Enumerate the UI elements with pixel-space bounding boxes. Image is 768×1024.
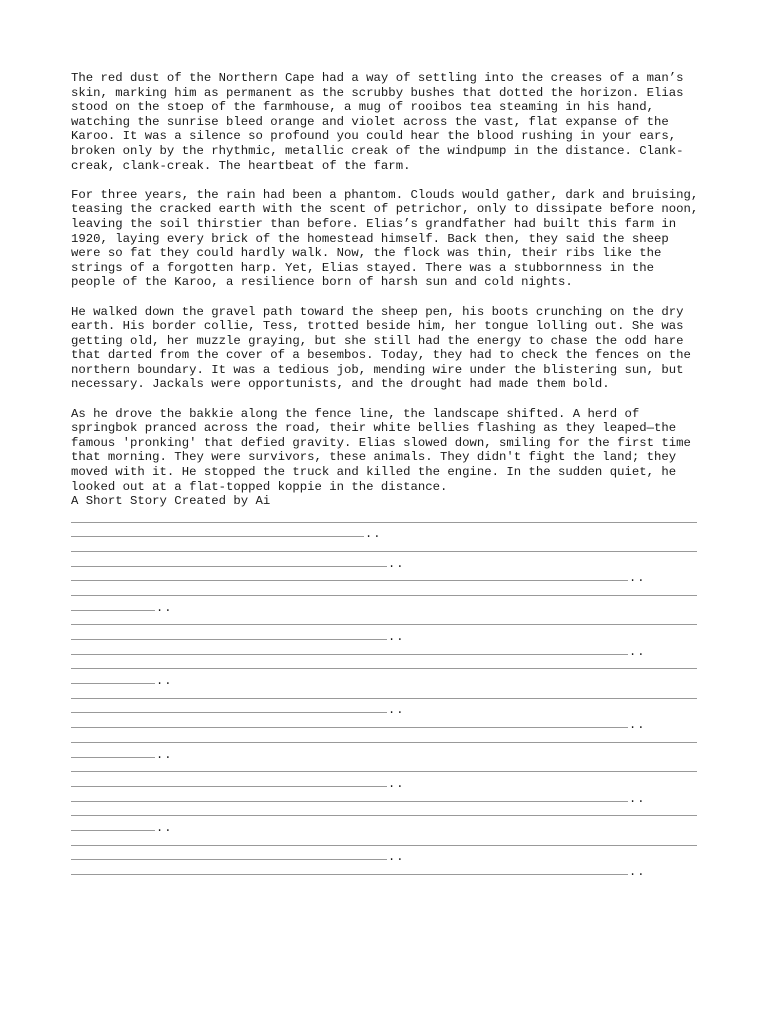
dotted-line-tail: .. xyxy=(388,703,405,717)
dotted-line xyxy=(71,716,699,731)
dotted-line xyxy=(71,570,699,585)
dotted-line xyxy=(71,819,699,834)
dotted-line-tail: .. xyxy=(156,820,173,834)
dotted-line-tail: .. xyxy=(388,776,405,790)
dotted-fill-lines xyxy=(71,511,699,878)
dotted-line-tail: .. xyxy=(156,600,173,614)
dotted-line-tail: .. xyxy=(365,527,382,541)
dotted-line-tail: .. xyxy=(156,674,173,688)
story-caption: A Short Story Created by Ai xyxy=(71,494,271,509)
dotted-line-tail: .. xyxy=(388,630,405,643)
dotted-line-tail: .. xyxy=(388,850,405,864)
dotted-line xyxy=(71,526,699,541)
dotted-line xyxy=(71,687,699,702)
dotted-line xyxy=(71,614,699,629)
dotted-line xyxy=(71,761,699,776)
dotted-line xyxy=(71,849,699,864)
dotted-line xyxy=(71,643,699,658)
dotted-line-tail: .. xyxy=(629,791,646,805)
dotted-line xyxy=(71,746,699,761)
dotted-line-tail: .. xyxy=(388,556,405,570)
dotted-line xyxy=(71,584,699,599)
dotted-line-tail: .. xyxy=(629,644,646,658)
dotted-line xyxy=(71,555,699,570)
dotted-line-tail: .. xyxy=(629,571,646,585)
story-paragraph-3: He walked down the gravel path toward the sheep pen, his boots crunching on the dry earth. His border collie, Tess, trotted beside him, her tongue lolling out. She was getting old, her muzzle graying, but she still had the energy to chase the odd hare that darted from the cover of a besembos. Today, they had to check the fences on the northern boundary. It was a tedious job, mending wire under the blistering sun, but necessary. Jackals were opportunists, and the drought had made them bold. xyxy=(71,304,691,392)
story-paragraph-4: As he drove the bakkie along the fence line, the landscape shifted. A herd of springbok pranced across the road, their white bellies flashing as they leaped—the famous 'pronking' that defied gravity. Elias slowed down, smiling for the first time that morning. They were survivors, these animals. They didn't fight the land; they moved with it. He stopped the truck and killed the engine. In the sudden quiet, he looked out at a flat-topped koppie in the distance. xyxy=(71,406,691,494)
dotted-line-tail: .. xyxy=(629,718,646,732)
dotted-line xyxy=(71,805,699,820)
dotted-line xyxy=(71,790,699,805)
dotted-line xyxy=(71,731,699,746)
dotted-line xyxy=(71,628,699,643)
dotted-line xyxy=(71,599,699,614)
document-page xyxy=(71,71,699,878)
story-paragraph-1: The red dust of the Northern Cape had a way of settling into the creases of a man’s skin, marking him as permanent as the scrubby bushes that dotted the horizon. Elias stood on the stoep of the farmhouse, a mug of rooibos tea steaming in his hand, watching the sunrise bleed orange and violet across the vast, flat expanse of the Karoo. It was a silence so profound you could hear the blood rushing in your ears, broken only by the rhythmic, metallic creak of the windpump in the distance. Clank-creak, clank-creak. The heartbeat of the farm. xyxy=(71,71,684,173)
story-paragraph-2: For three years, the rain had been a phantom. Clouds would gather, dark and bruising, teasing the cracked earth with the scent of petrichor, only to dissipate before noon, leaving the soil thirstier than before. Elias’s grandfather had built this farm in 1920, laying every brick of the homestead himself. Back then, they said the sheep were so fat they could hardly walk. Now, the flock was thin, their ribs like the strings of a forgotten harp. Yet, Elias stayed. There was a stubbornness in the people of the Karoo, a resilience born of harsh sun and cold nights. xyxy=(71,187,699,290)
dotted-line xyxy=(71,702,699,717)
dotted-line xyxy=(71,540,699,555)
dotted-line-tail: .. xyxy=(629,865,646,878)
dotted-line xyxy=(71,834,699,849)
dotted-line xyxy=(71,511,699,526)
dotted-line xyxy=(71,863,699,878)
dotted-line xyxy=(71,672,699,687)
dotted-line xyxy=(71,775,699,790)
dotted-line-tail: .. xyxy=(156,747,173,761)
dotted-line xyxy=(71,658,699,673)
